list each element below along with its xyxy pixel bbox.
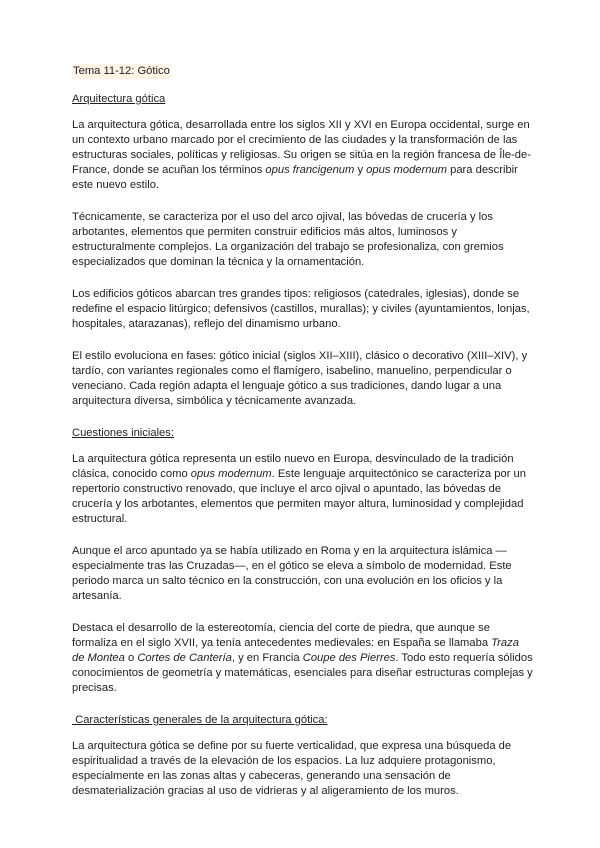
paragraph: [72, 544, 534, 604]
document-page: [72, 64, 534, 816]
document-title: Tema 11-12: Gótico: [73, 65, 170, 77]
italic-term: opus modernum: [366, 164, 447, 176]
section-heading: Cuestiones iniciales:: [72, 427, 174, 439]
document-body: [72, 92, 534, 799]
text-run: La arquitectura gótica representa un estilo nuevo en Europa, desvinculado de la tradición clásica, conocido como: [72, 453, 514, 480]
italic-term: Traza de Montea: [72, 637, 519, 664]
paragraph: [72, 739, 534, 799]
text-run: Técnicamente, se caracteriza por el uso del arco ojival, las bóvedas de crucería y los arbotantes, elementos que permiten construir edificios más altos, luminosos y estructuralmente complejos. La organización del trabajo se profesionaliza, con gremios especializados que dominan la técnica y la ornamentación.: [72, 211, 504, 268]
text-run: El estilo evoluciona en fases: gótico inicial (siglos XII–XIII), clásico o decorativo (XIII–XIV), y tardío, con variantes regionales como el flamígero, isabelino, manuelino, perpendicular o veneciano. Cada región adapta el lenguaje gótico a sus tradiciones, dando lugar a una arquitectura diversa, simbólica y técnicamente avanzada.: [72, 350, 528, 407]
text-run: . Todo esto requería sólidos conocimientos de geometría y matemáticas, esenciales para diseñar estructuras complejas y precisas.: [72, 652, 533, 694]
section-heading: Arquitectura gótica: [72, 93, 166, 105]
text-run: La arquitectura gótica, desarrollada entre los siglos XII y XVI en Europa occidental, surge en un contexto urbano marcado por el crecimiento de las ciudades y la transformación de las estructuras sociales, políticas y religiosas. Su origen se sitúa en la región francesa de Île-de-France, donde se acuñan los términos: [72, 119, 531, 176]
paragraph: [72, 452, 534, 527]
paragraph: [72, 621, 534, 696]
text-run: Los edificios góticos abarcan tres grandes tipos: religiosos (catedrales, iglesias), donde se redefine el espacio litúrgico; defensivos (castillos, murallas); y civiles (ayuntamientos, lonjas, hospitales, atarazanas), reflejo del dinamismo urbano.: [72, 288, 530, 330]
section: [72, 713, 534, 799]
text-run: La arquitectura gótica se define por su fuerte verticalidad, que expresa una búsqueda de espiritualidad a través de la elevación de los espacios. La luz adquiere protagonismo, especialmente en las zonas altas y cabeceras, generando una sensación de desmaterialización gracias al uso de vidrieras y al aligeramiento de los muros.: [72, 740, 512, 797]
text-run: y: [354, 164, 367, 176]
italic-term: Cortes de Cantería: [137, 652, 232, 664]
text-run: Destaca el desarrollo de la estereotomía, ciencia del corte de piedra, que aunque se formaliza en el siglo XVII, ya tenía antecedentes medievales: en España se llamaba: [72, 622, 492, 649]
text-run: o: [124, 652, 138, 664]
section: [72, 426, 534, 696]
italic-term: Coupe des Pierres: [302, 652, 396, 664]
text-run: Aunque el arco apuntado ya se había utilizado en Roma y en la arquitectura islámica —especialmente tras las Cruzadas—, en el gótico se eleva a símbolo de modernidad. Este periodo marca un salto técnico en la construcción, con una evolución en los oficios y la artesanía.: [72, 545, 512, 602]
section-heading: Características generales de la arquitectura gótica:: [72, 714, 328, 726]
paragraph: [72, 118, 534, 193]
section: [72, 92, 534, 409]
text-run: para describir este nuevo estilo.: [72, 164, 518, 191]
italic-term: opus francigenum: [265, 164, 355, 176]
paragraph: [72, 210, 534, 270]
italic-term: opus modernum: [190, 468, 272, 480]
paragraph: [72, 349, 534, 409]
paragraph: [72, 287, 534, 332]
text-run: . Este lenguaje arquitectónico se caracteriza por un repertorio constructivo renovado, que incluye el arco ojival o apuntado, las bóvedas de crucería y los arbotantes, elementos que permiten mayor altura, luminosidad y complejidad estructural.: [72, 468, 526, 525]
text-run: , y en Francia: [231, 652, 303, 664]
